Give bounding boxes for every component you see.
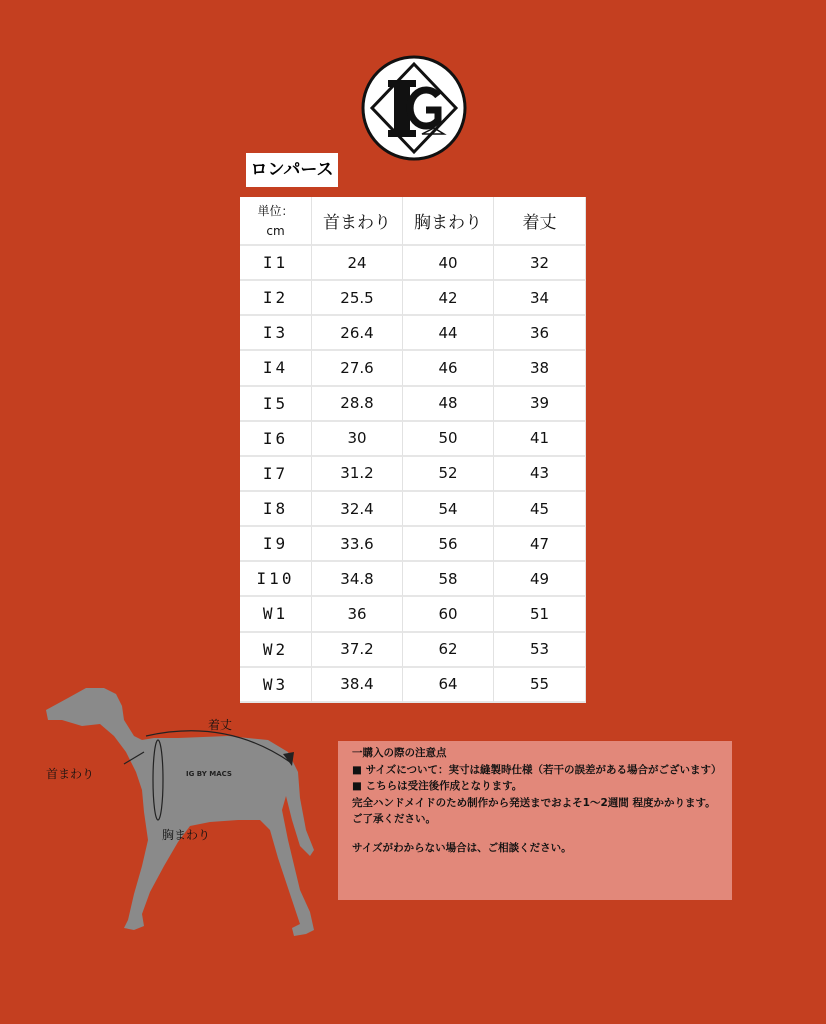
size-cell: I7 (240, 457, 312, 492)
chest-cell: 44 (403, 316, 494, 351)
chest-cell: 56 (403, 527, 494, 562)
unit-header (240, 197, 312, 246)
size-cell: I1 (240, 246, 312, 281)
chest-cell: 54 (403, 492, 494, 527)
notice-line: ■ こちらは受注後作成となります。 (352, 780, 523, 792)
table-row (240, 387, 586, 422)
chest-cell: 52 (403, 457, 494, 492)
length-cell: 47 (494, 527, 586, 562)
size-cell: W2 (240, 633, 312, 668)
notice-line: ご了承ください。 (352, 813, 436, 825)
length-cell: 39 (494, 387, 586, 422)
table-row (240, 316, 586, 351)
purchase-notice (338, 741, 732, 900)
chest-label: 胸まわり (162, 828, 211, 842)
notice-heading: 一購入の際の注意点 (352, 747, 447, 759)
unit-value: cm (266, 223, 285, 238)
neck-cell: 26.4 (312, 316, 403, 351)
table-row (240, 246, 586, 281)
notice-line: サイズがわからない場合は、ご相談ください。 (352, 841, 572, 854)
neck-cell: 25.5 (312, 281, 403, 316)
length-cell: 43 (494, 457, 586, 492)
length-cell: 45 (494, 492, 586, 527)
size-cell: I4 (240, 351, 312, 386)
chest-cell: 58 (403, 562, 494, 597)
size-cell: I9 (240, 527, 312, 562)
unit-label: 単位： (257, 203, 294, 218)
table-row (240, 457, 586, 492)
chest-cell: 62 (403, 633, 494, 668)
length-cell: 38 (494, 351, 586, 386)
neck-cell: 24 (312, 246, 403, 281)
dog-measurement-diagram (38, 680, 328, 950)
table-row (240, 351, 586, 386)
chest-cell: 48 (403, 387, 494, 422)
length-cell: 49 (494, 562, 586, 597)
neck-header: 首まわり (312, 197, 403, 246)
dog-silhouette (46, 688, 314, 936)
table-header-row (240, 197, 586, 246)
table-row (240, 562, 586, 597)
garment-text: IG BY MACS (186, 770, 232, 778)
length-cell: 41 (494, 422, 586, 457)
table-row (240, 597, 586, 632)
notice-line: ■ サイズについて：実寸は縫製時仕様（若干の誤差がある場合がございます） (352, 763, 722, 776)
neck-cell: 30 (312, 422, 403, 457)
chest-cell: 50 (403, 422, 494, 457)
neck-cell: 32.4 (312, 492, 403, 527)
brand-logo-icon (360, 54, 468, 162)
size-table (240, 197, 586, 703)
neck-cell: 37.2 (312, 633, 403, 668)
length-header: 着丈 (494, 197, 586, 246)
chest-header: 胸まわり (403, 197, 494, 246)
length-cell: 34 (494, 281, 586, 316)
neck-cell: 31.2 (312, 457, 403, 492)
neck-label: 首まわり (46, 767, 95, 781)
neck-cell: 36 (312, 597, 403, 632)
table-row (240, 281, 586, 316)
chest-cell: 42 (403, 281, 494, 316)
length-label: 着丈 (208, 718, 233, 732)
length-cell: 32 (494, 246, 586, 281)
size-cell: I8 (240, 492, 312, 527)
length-cell: 55 (494, 668, 586, 703)
length-cell: 53 (494, 633, 586, 668)
size-cell: I5 (240, 387, 312, 422)
table-row (240, 527, 586, 562)
size-cell: W1 (240, 597, 312, 632)
length-cell: 51 (494, 597, 586, 632)
chest-cell: 60 (403, 597, 494, 632)
size-cell: I3 (240, 316, 312, 351)
table-row (240, 422, 586, 457)
size-cell: W3 (240, 668, 312, 703)
neck-cell: 38.4 (312, 668, 403, 703)
product-title: ロンパース (246, 153, 338, 187)
chest-cell: 64 (403, 668, 494, 703)
table-row (240, 633, 586, 668)
neck-cell: 34.8 (312, 562, 403, 597)
neck-cell: 28.8 (312, 387, 403, 422)
table-row (240, 492, 586, 527)
size-cell: I6 (240, 422, 312, 457)
chest-cell: 46 (403, 351, 494, 386)
notice-line: 完全ハンドメイドのため制作から発送までおよそ1〜2週間 程度かかります。 (352, 796, 716, 809)
size-cell: I10 (240, 562, 312, 597)
neck-cell: 33.6 (312, 527, 403, 562)
length-cell: 36 (494, 316, 586, 351)
size-cell: I2 (240, 281, 312, 316)
chest-cell: 40 (403, 246, 494, 281)
neck-cell: 27.6 (312, 351, 403, 386)
